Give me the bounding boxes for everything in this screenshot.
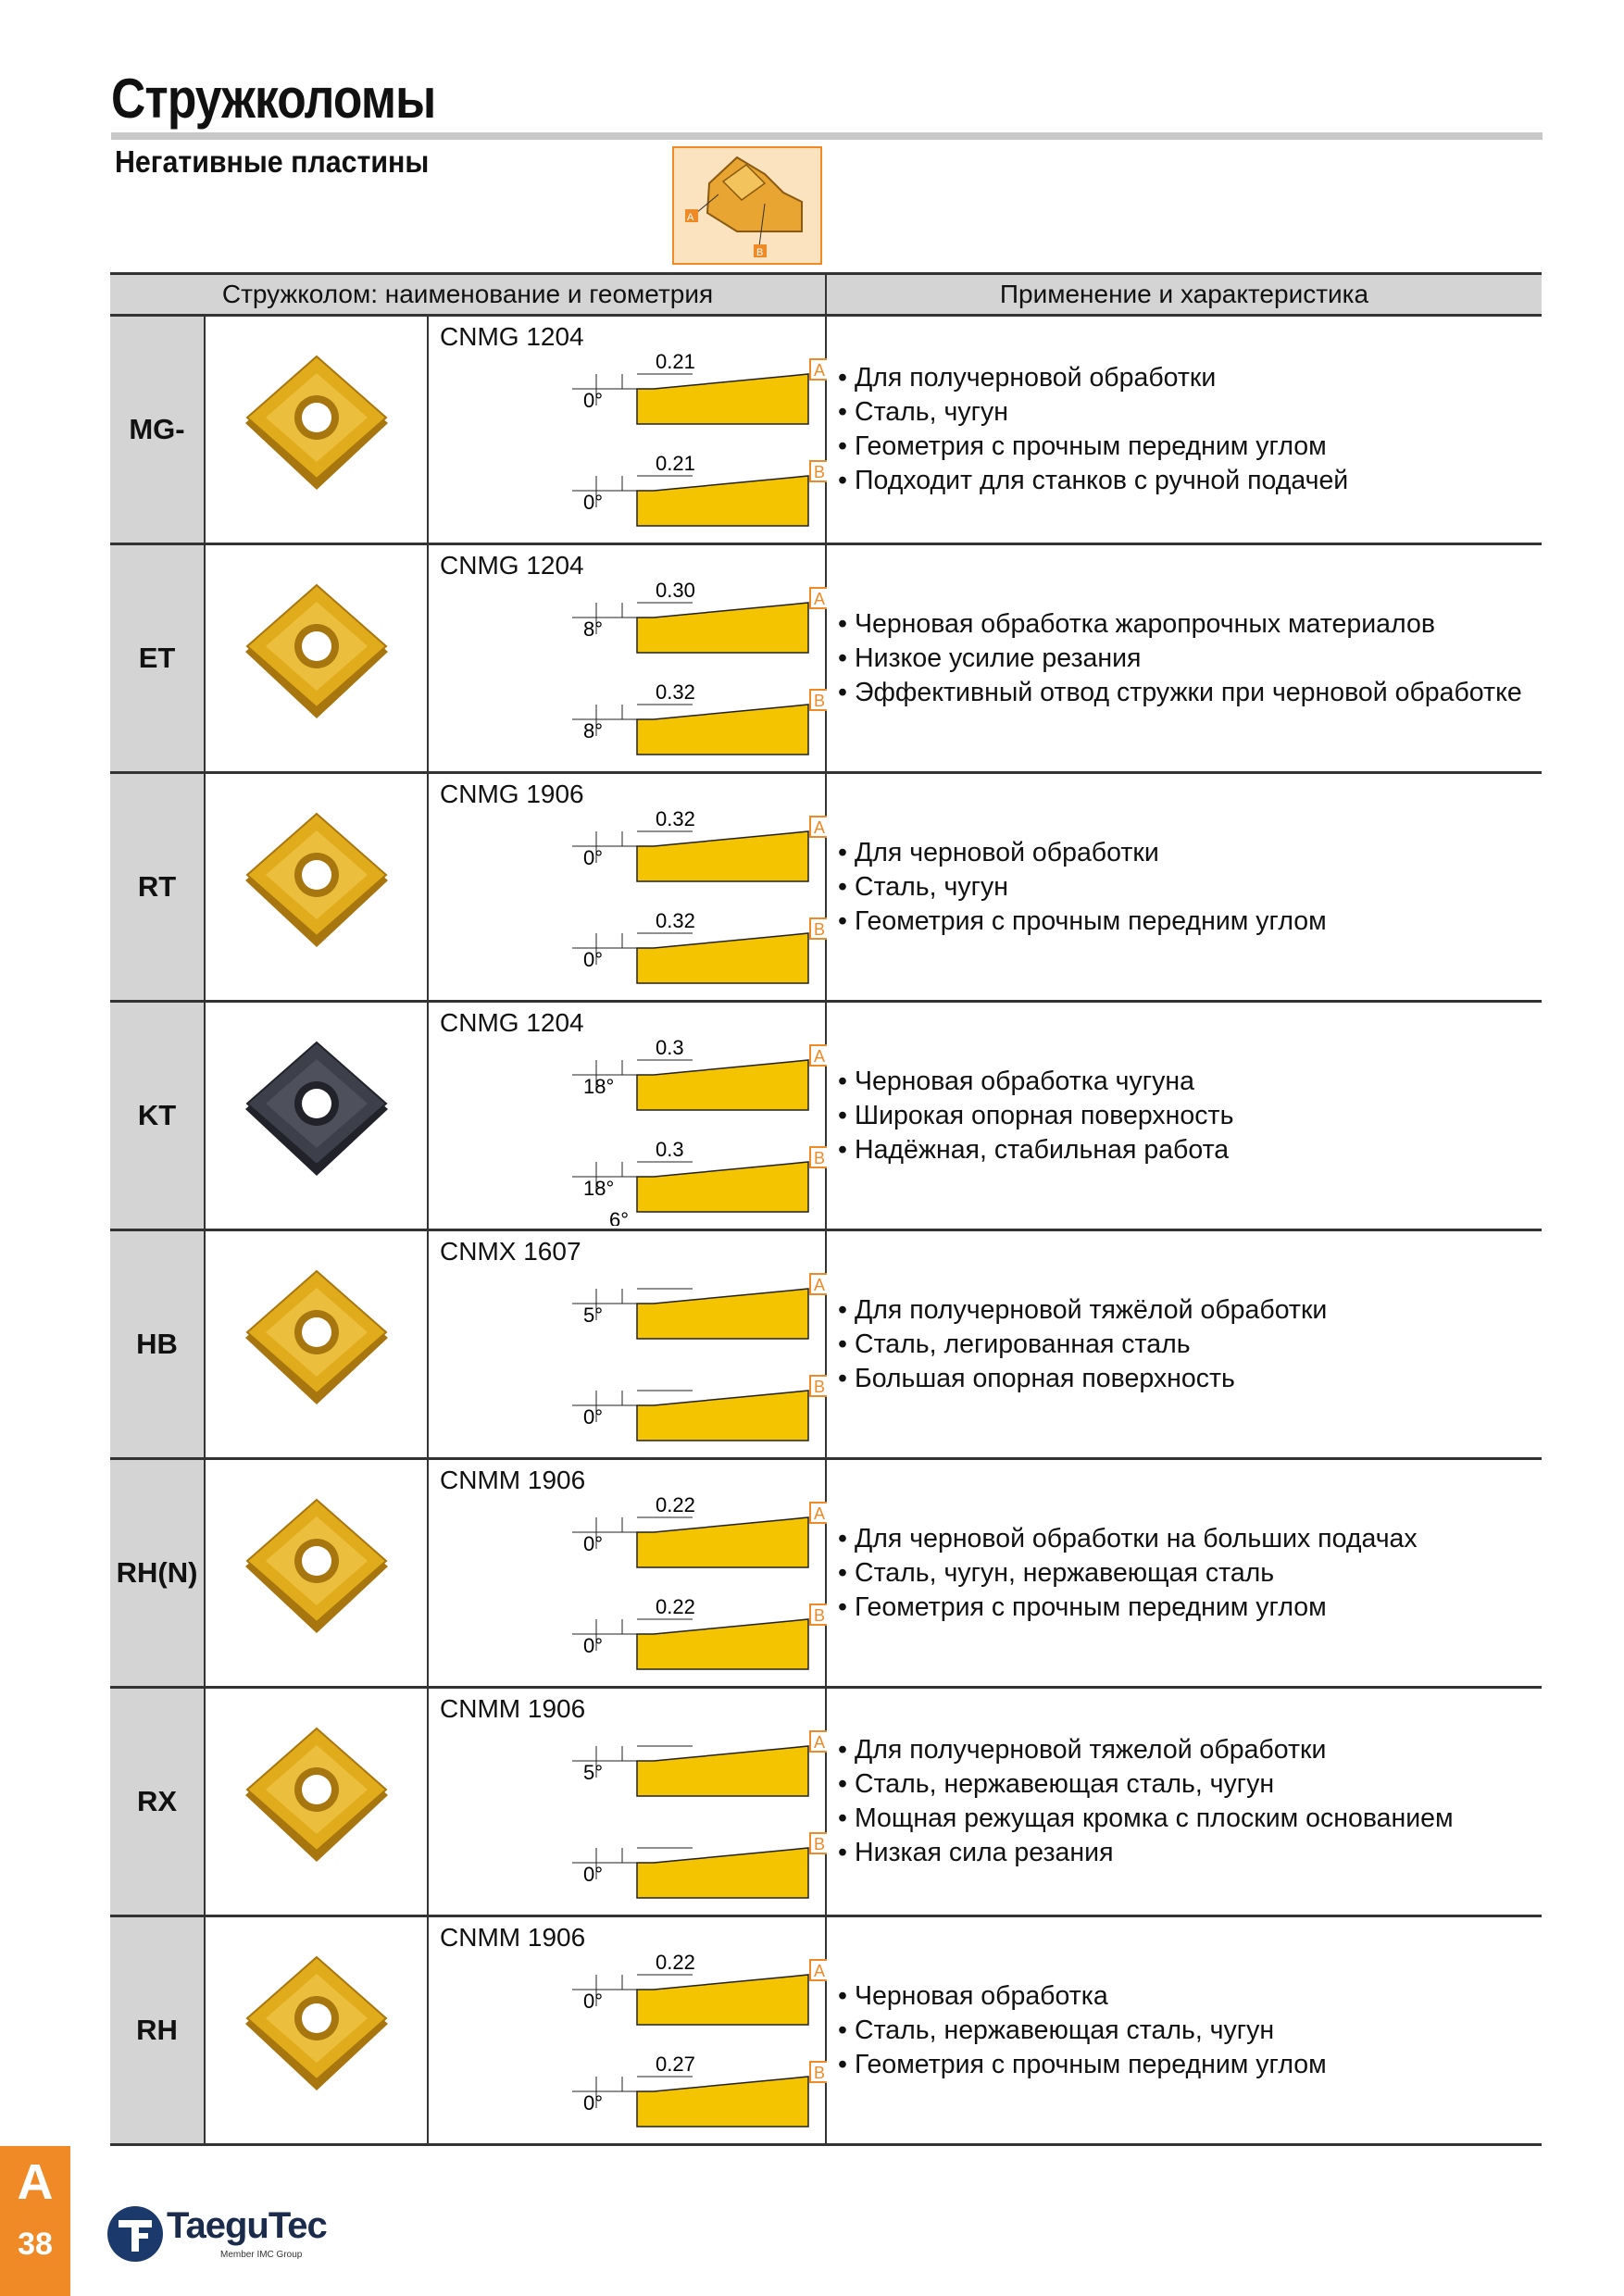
feature-item: • Черновая обработка жаропрочных материалов bbox=[838, 607, 1542, 642]
feature-item: • Геометрия с прочным передним углом bbox=[838, 2048, 1542, 2082]
feature-item: • Мощная режущая кромка с плоским основанием bbox=[838, 1802, 1542, 1836]
table-row bbox=[110, 316, 1542, 544]
insert-icon bbox=[238, 1494, 395, 1652]
insert-model: CNMX 1607 bbox=[440, 1237, 581, 1266]
land-width-label: 0.27 bbox=[656, 2053, 695, 2076]
profile-RH(N) bbox=[572, 1503, 827, 1567]
insert-icon bbox=[238, 1952, 395, 2109]
feature-item: • Для получерновой обработки bbox=[838, 361, 1542, 395]
insert-image bbox=[205, 1688, 428, 1916]
application-cell bbox=[826, 1688, 1542, 1916]
insert-icon bbox=[238, 351, 395, 508]
land-width-label: 0.21 bbox=[656, 452, 695, 475]
feature-item: • Эффективный отвод стружки при черновой обработке bbox=[838, 676, 1542, 710]
profile-ET bbox=[572, 588, 827, 653]
chipbreaker-profile bbox=[637, 476, 808, 526]
section-label: A bbox=[814, 1047, 826, 1066]
application-cell bbox=[826, 1459, 1542, 1688]
insert-model: CNMG 1204 bbox=[440, 322, 584, 351]
page-subtitle: Негативные пластины bbox=[115, 144, 430, 179]
chipbreaker-profile bbox=[637, 1162, 808, 1212]
rake-angle-label: 0° bbox=[583, 948, 604, 971]
geometry-cell bbox=[428, 544, 826, 773]
chipbreaker-profile bbox=[637, 1975, 808, 2025]
rake-angle-label: 5° bbox=[583, 1761, 604, 1784]
feature-item: • Сталь, чугун bbox=[838, 870, 1542, 905]
section-label: B bbox=[814, 920, 826, 939]
feature-item: • Низкое усилие резания bbox=[838, 642, 1542, 676]
land-width-label: 0.32 bbox=[656, 680, 695, 704]
feature-item: • Сталь, нержавеющая сталь, чугун bbox=[838, 2014, 1542, 2048]
chipbreaker-profile bbox=[637, 1391, 808, 1441]
profile-ET bbox=[572, 690, 827, 755]
chipbreaker-profile bbox=[637, 603, 808, 653]
feature-item: • Большая опорная поверхность bbox=[838, 1362, 1542, 1396]
geometry-profiles bbox=[429, 350, 827, 540]
chipbreaker-profile bbox=[637, 1060, 808, 1110]
geometry-cell bbox=[428, 1459, 826, 1688]
application-cell bbox=[826, 1230, 1542, 1459]
feature-item: • Для черновой обработки bbox=[838, 836, 1542, 870]
col-header-name-geometry: Стружколом: наименование и геометрия bbox=[110, 274, 826, 316]
chipbreaker-code: KT bbox=[110, 1002, 205, 1230]
insert-icon bbox=[238, 1266, 395, 1423]
rake-angle-label: 18° bbox=[583, 1177, 615, 1200]
insert-model: CNMM 1906 bbox=[440, 1694, 586, 1723]
insert-model: CNMG 1906 bbox=[440, 780, 584, 808]
table-row bbox=[110, 1916, 1542, 2145]
section-label: A bbox=[814, 1962, 826, 1980]
chipbreaker-code: RT bbox=[110, 773, 205, 1002]
rake-angle-label: 8° bbox=[583, 618, 604, 641]
land-width-label: 0.3 bbox=[656, 1036, 684, 1059]
section-label: B bbox=[814, 1835, 826, 1853]
table-row bbox=[110, 1688, 1542, 1916]
insert-model: CNMG 1204 bbox=[440, 1008, 584, 1037]
application-cell bbox=[826, 773, 1542, 1002]
insert-image bbox=[205, 1002, 428, 1230]
profile-RT bbox=[572, 817, 827, 881]
feature-item: • Геометрия с прочным передним углом bbox=[838, 1591, 1542, 1625]
chipbreaker-profile bbox=[637, 705, 808, 755]
section-label: A bbox=[814, 590, 826, 608]
application-cell bbox=[826, 316, 1542, 544]
insert-model: CNMG 1204 bbox=[440, 551, 584, 580]
brand-name: TaeguTec bbox=[167, 2205, 327, 2246]
rake-angle-label: 0° bbox=[583, 846, 604, 869]
land-width-label: 0.32 bbox=[656, 909, 695, 932]
feature-item: • Для черновой обработки на больших подачах bbox=[838, 1522, 1542, 1556]
feature-item: • Сталь, чугун bbox=[838, 395, 1542, 430]
geometry-profiles bbox=[429, 1265, 827, 1454]
feature-item: • Геометрия с прочным передним углом bbox=[838, 905, 1542, 939]
chipbreaker-profile bbox=[637, 1746, 808, 1796]
feature-item: • Черновая обработка чугуна bbox=[838, 1065, 1542, 1099]
rake-angle-label: 0° bbox=[583, 1532, 604, 1555]
feature-list bbox=[827, 836, 1542, 939]
feature-item: • Для получерновой тяжелой обработки bbox=[838, 1733, 1542, 1767]
section-label: A bbox=[814, 818, 826, 837]
section-label: B bbox=[814, 463, 826, 481]
profile-RX bbox=[572, 1731, 827, 1796]
chipbreaker-code: HB bbox=[110, 1230, 205, 1459]
land-width-label: 0.30 bbox=[656, 579, 695, 602]
title-divider bbox=[111, 132, 1543, 140]
profile-RH bbox=[572, 1960, 827, 2025]
insert-image bbox=[205, 316, 428, 544]
geometry-cell bbox=[428, 1230, 826, 1459]
rake-angle-label: 18° bbox=[583, 1075, 615, 1098]
col-header-application: Применение и характеристика bbox=[826, 274, 1542, 316]
application-cell bbox=[826, 1002, 1542, 1230]
land-width-label: 0.22 bbox=[656, 1595, 695, 1618]
chipbreaker-profile bbox=[637, 1848, 808, 1898]
feature-item: • Геометрия с прочным передним углом bbox=[838, 430, 1542, 464]
brand-subtitle: Member IMC Group bbox=[220, 2250, 303, 2260]
application-cell bbox=[826, 1916, 1542, 2145]
profile-RX bbox=[572, 1833, 827, 1898]
feature-item: • Сталь, нержавеющая сталь, чугун bbox=[838, 1767, 1542, 1802]
profile-MG- bbox=[572, 461, 827, 526]
section-label: B bbox=[814, 2064, 826, 2082]
geometry-cell bbox=[428, 1002, 826, 1230]
insert-image bbox=[205, 544, 428, 773]
rake-angle-label: 5° bbox=[583, 1304, 604, 1327]
land-width-label: 0.3 bbox=[656, 1138, 684, 1161]
feature-item: • Черновая обработка bbox=[838, 1979, 1542, 2014]
insert-icon bbox=[238, 1037, 395, 1194]
table-row bbox=[110, 773, 1542, 1002]
chipbreaker-profile bbox=[637, 1517, 808, 1567]
rake-angle-label: 0° bbox=[583, 1634, 604, 1657]
feature-list bbox=[827, 1979, 1542, 2082]
profile-MG- bbox=[572, 359, 827, 424]
insert-image bbox=[205, 1916, 428, 2145]
geometry-cell bbox=[428, 773, 826, 1002]
rake-angle-label: 0° bbox=[583, 1863, 604, 1886]
chipbreaker-code: RX bbox=[110, 1688, 205, 1916]
geometry-cell bbox=[428, 316, 826, 544]
chipbreaker-profile bbox=[637, 831, 808, 881]
geometry-profiles bbox=[429, 579, 827, 768]
feature-list bbox=[827, 1733, 1542, 1870]
chipbreaker-code: ET bbox=[110, 544, 205, 773]
feature-item: • Низкая сила резания bbox=[838, 1836, 1542, 1870]
profile-RH(N) bbox=[572, 1604, 827, 1669]
feature-item: • Подходит для станков с ручной подачей bbox=[838, 464, 1542, 498]
feature-list bbox=[827, 361, 1542, 498]
land-width-label: 0.22 bbox=[656, 1493, 695, 1516]
feature-item: • Сталь, легированная сталь bbox=[838, 1328, 1542, 1362]
rake-angle2-label: 6° bbox=[609, 1208, 630, 1226]
section-label: A bbox=[814, 361, 826, 380]
insert-model: CNMM 1906 bbox=[440, 1466, 586, 1494]
chipbreaker-code: RH(N) bbox=[110, 1459, 205, 1688]
chipbreaker-code: MG- bbox=[110, 316, 205, 544]
insert-model: CNMM 1906 bbox=[440, 1923, 586, 1952]
section-label: B bbox=[814, 1149, 826, 1167]
section-letter: A bbox=[17, 2154, 54, 2210]
geometry-profiles bbox=[429, 1036, 827, 1226]
geometry-profiles bbox=[429, 1722, 827, 1912]
section-label: A bbox=[814, 1733, 826, 1752]
feature-item: • Надёжная, стабильная работа bbox=[838, 1133, 1542, 1167]
rake-angle-label: 0° bbox=[583, 2091, 604, 2115]
chipbreaker-profile bbox=[637, 933, 808, 983]
rake-angle-label: 8° bbox=[583, 719, 604, 742]
insert-icon bbox=[238, 580, 395, 737]
profile-HB bbox=[572, 1376, 827, 1441]
geometry-profiles bbox=[429, 1493, 827, 1683]
insert-section-diagram bbox=[672, 146, 822, 265]
land-width-label: 0.21 bbox=[656, 350, 695, 373]
diagram-label-a: A bbox=[687, 212, 694, 223]
profile-HB bbox=[572, 1274, 827, 1339]
chipbreaker-profile bbox=[637, 374, 808, 424]
rake-angle-label: 0° bbox=[583, 1990, 604, 2013]
feature-list bbox=[827, 1293, 1542, 1396]
chipbreaker-profile bbox=[637, 1289, 808, 1339]
table-row bbox=[110, 1230, 1542, 1459]
feature-list bbox=[827, 1522, 1542, 1625]
feature-item: • Сталь, чугун, нержавеющая сталь bbox=[838, 1556, 1542, 1591]
insert-icon bbox=[238, 1723, 395, 1880]
rake-angle-label: 0° bbox=[583, 491, 604, 514]
rake-angle-label: 0° bbox=[583, 1405, 604, 1429]
table-row bbox=[110, 544, 1542, 773]
section-label: A bbox=[814, 1276, 826, 1294]
profile-RH bbox=[572, 2062, 827, 2127]
geometry-profiles bbox=[429, 1951, 827, 2140]
rake-angle-label: 0° bbox=[583, 389, 604, 412]
table-row bbox=[110, 1459, 1542, 1688]
insert-icon bbox=[238, 808, 395, 966]
section-label: B bbox=[814, 1378, 826, 1396]
feature-item: • Широкая опорная поверхность bbox=[838, 1099, 1542, 1133]
feature-item: • Для получерновой тяжёлой обработки bbox=[838, 1293, 1542, 1328]
insert-image bbox=[205, 1230, 428, 1459]
section-label: B bbox=[814, 1606, 826, 1625]
geometry-cell bbox=[428, 1688, 826, 1916]
land-width-label: 0.32 bbox=[656, 807, 695, 830]
page-number: 38 bbox=[18, 2227, 53, 2262]
land-width-label: 0.22 bbox=[656, 1951, 695, 1974]
feature-list bbox=[827, 1065, 1542, 1167]
chipbreaker-code: RH bbox=[110, 1916, 205, 2145]
section-label: A bbox=[814, 1504, 826, 1523]
diagram-label-b: B bbox=[756, 247, 764, 258]
section-label: B bbox=[814, 692, 826, 710]
application-cell bbox=[826, 544, 1542, 773]
geometry-cell bbox=[428, 1916, 826, 2145]
profile-RT bbox=[572, 918, 827, 983]
insert-image bbox=[205, 1459, 428, 1688]
geometry-profiles bbox=[429, 807, 827, 997]
insert-image bbox=[205, 773, 428, 1002]
page-title: Стружколомы bbox=[111, 68, 436, 130]
chipbreaker-profile bbox=[637, 1619, 808, 1669]
table-row bbox=[110, 1002, 1542, 1230]
chipbreaker-profile bbox=[637, 2077, 808, 2127]
chipbreaker-table bbox=[110, 272, 1542, 2146]
feature-list bbox=[827, 607, 1542, 710]
